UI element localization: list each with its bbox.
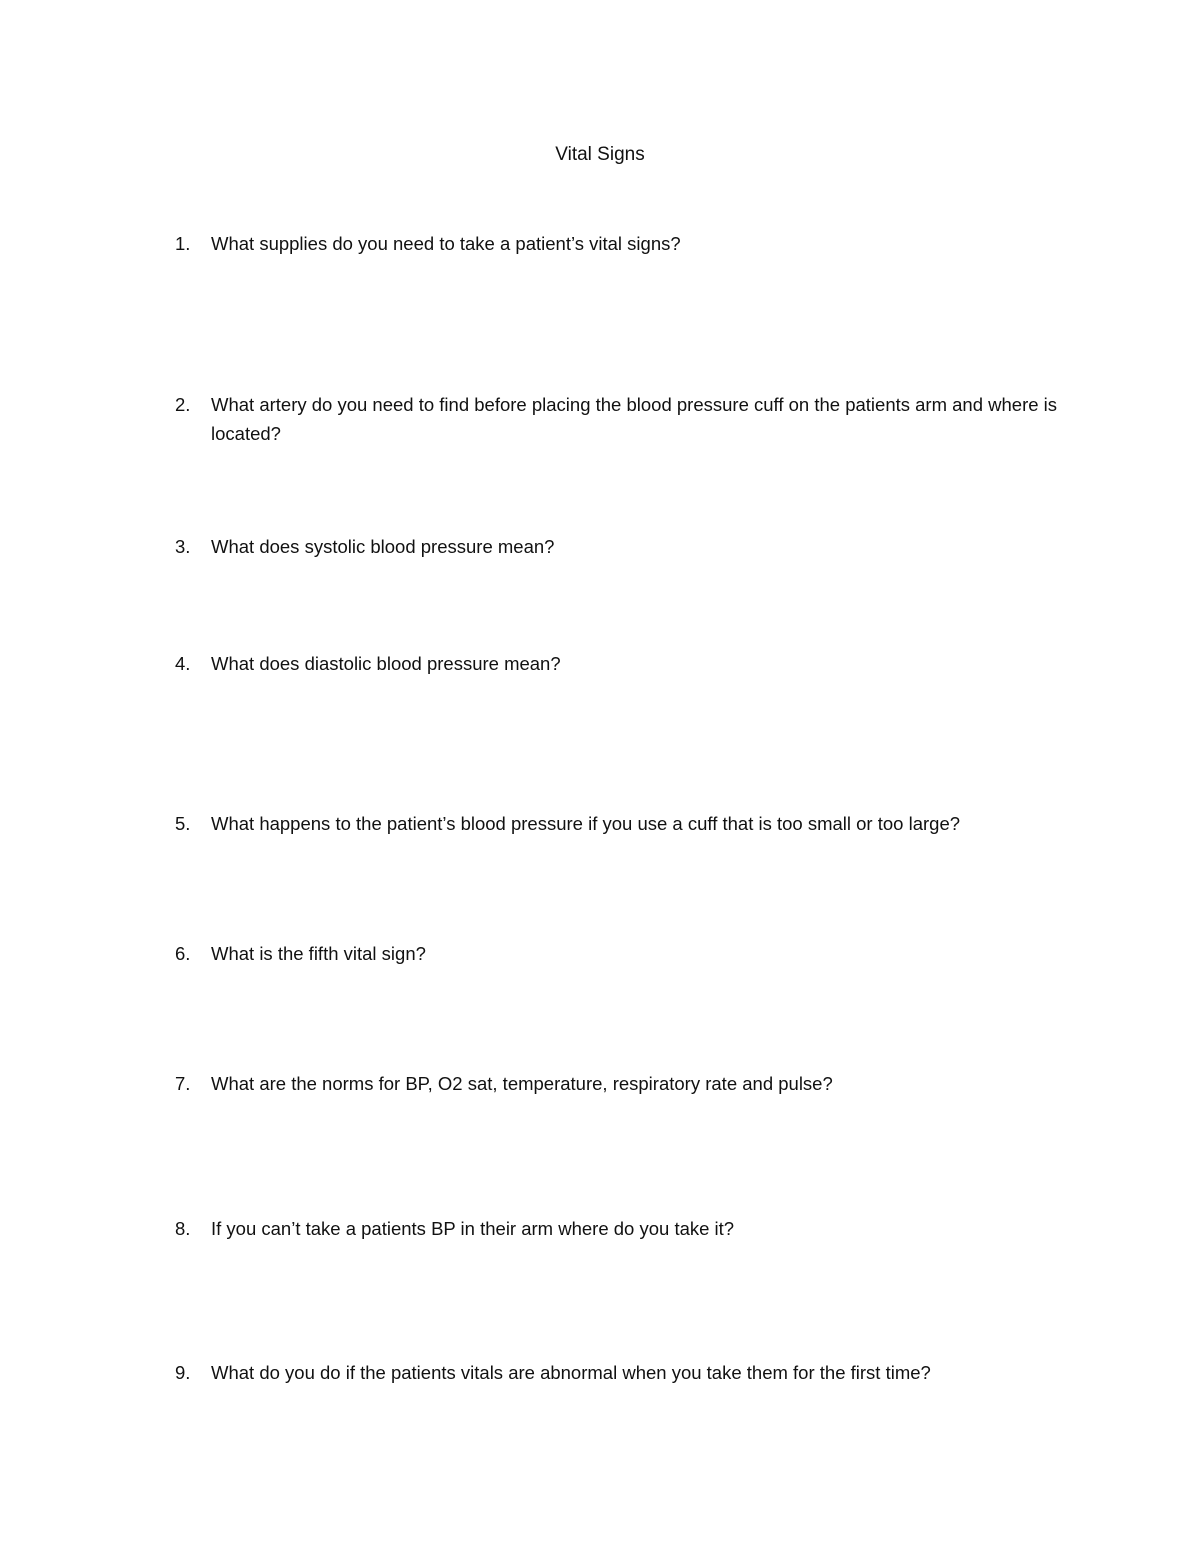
question-item (175, 1069, 1065, 1098)
question-text: What does diastolic blood pressure mean? (211, 653, 561, 674)
question-item (175, 649, 1065, 678)
document-title: Vital Signs (555, 144, 645, 165)
question-text: What do you do if the patients vitals are abnormal when you take them for the first time? (211, 1362, 931, 1383)
question-text: If you can’t take a patients BP in their arm where do you take it? (211, 1218, 735, 1239)
question-item (175, 1358, 1065, 1387)
question-item (175, 1214, 1065, 1243)
question-text: What are the norms for BP, O2 sat, temperature, respiratory rate and pulse? (211, 1073, 833, 1094)
question-text: What does systolic blood pressure mean? (211, 536, 555, 557)
question-number: 5. (175, 813, 191, 834)
question-number: 7. (175, 1073, 191, 1094)
question-item (175, 229, 1065, 258)
question-item (175, 390, 1065, 448)
question-text: What supplies do you need to take a patient’s vital signs? (211, 233, 681, 254)
question-number: 2. (175, 394, 191, 415)
question-number: 8. (175, 1218, 191, 1239)
question-number: 9. (175, 1362, 191, 1383)
question-number: 4. (175, 653, 191, 674)
question-text: What is the fifth vital sign? (211, 943, 426, 964)
question-number: 6. (175, 943, 191, 964)
question-item (175, 532, 1065, 561)
question-text: What artery do you need to find before placing the blood pressure cuff on the patients arm and where is located? (211, 394, 1058, 444)
question-text: What happens to the patient’s blood pressure if you use a cuff that is too small or too large? (211, 813, 961, 834)
question-number: 3. (175, 536, 191, 557)
question-item (175, 939, 1065, 968)
question-number: 1. (175, 233, 191, 254)
question-item (175, 809, 1065, 838)
